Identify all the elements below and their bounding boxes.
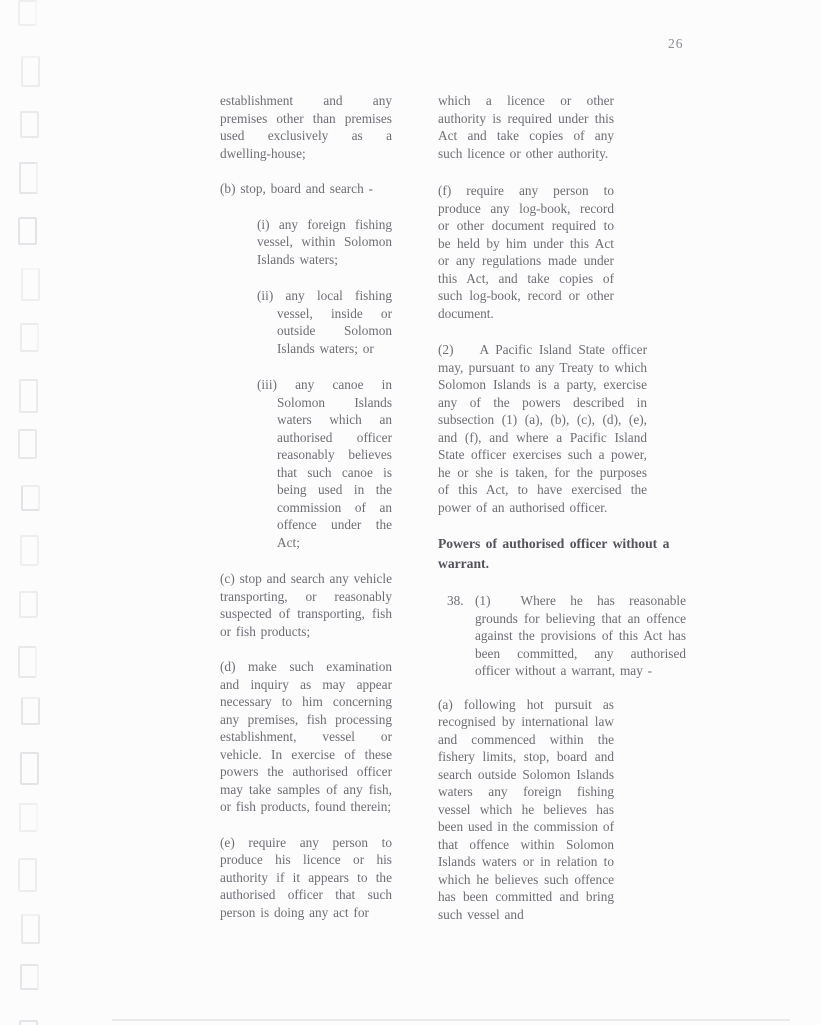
binding-hole-icon bbox=[19, 803, 38, 832]
section-38-number: 38. bbox=[447, 593, 464, 608]
left-text-column bbox=[220, 92, 392, 939]
paragraph-d: (d) make such examination and inquiry as may appear necessary to him concerning any premises, fish processing establishment, vessel or vehicle. In exercise of these powers the authorised officer may take samples of any fish, or fish products, found therein; bbox=[220, 659, 392, 814]
binding-hole-icon bbox=[18, 429, 37, 459]
subitem-iii: (iii) any canoe in Solomon Islands waters which an authorised officer reasonably believes that such canoe is being used in the commission of an offence under the Act; bbox=[257, 377, 392, 550]
binding-hole-icon bbox=[19, 591, 38, 618]
subitem-ii: (ii) any local fishing vessel, inside or outside Solomon Islands waters; or bbox=[257, 288, 392, 356]
binding-hole-icon bbox=[19, 379, 38, 413]
bottom-scan-rule bbox=[112, 1019, 790, 1021]
page-number: 26 bbox=[668, 36, 684, 51]
paragraph-a: (a) following hot pursuit as recognised by international law and commenced within the fishery limits, stop, board and search outside Solomon Islands waters any foreign fishing vessel which he believes has been used in the commission of that offence within Solomon Islands waters or in relation to which he believes such offence has been committed and bring such vessel and bbox=[438, 696, 614, 922]
binding-hole-icon bbox=[18, 0, 37, 26]
binding-hole-icon bbox=[20, 752, 39, 785]
binding-hole-strip bbox=[0, 0, 60, 1025]
paragraph-subsection-2 bbox=[438, 341, 647, 516]
paragraph-f: (f) require any person to produce any log-book, record or other document required to be held by him under this Act or any regulations made under this Act, and take copies of such log-book, record or other document. bbox=[438, 183, 614, 321]
right-text-column bbox=[438, 92, 686, 941]
binding-hole-icon bbox=[21, 56, 40, 87]
subsection-1-label: (1) bbox=[475, 593, 491, 608]
section-heading: Powers of authorised officer without a warrant. bbox=[438, 536, 670, 571]
binding-hole-icon bbox=[19, 162, 38, 194]
binding-hole-icon bbox=[21, 485, 40, 511]
section-38-body bbox=[475, 592, 686, 680]
subitem-list bbox=[257, 216, 392, 552]
binding-hole-icon bbox=[18, 217, 37, 245]
binding-hole-icon bbox=[18, 858, 37, 892]
binding-hole-icon bbox=[20, 323, 39, 352]
paragraph-continuation-right: which a licence or other authority is required under this Act and take copies of any such licence or other authority. bbox=[438, 93, 614, 161]
subsection-2-body: A Pacific Island State officer may, pursuant to any Treaty to which Solomon Islands is a party, exercise any of the powers described in subsection (1) (a), (b), (c), (d), (e), and (f), and where a Pacific Island State officer exercises such a power, he or she is taken, for the purposes of this Act, to have exercised the power of an authorised officer. bbox=[438, 342, 647, 515]
binding-hole-icon bbox=[21, 268, 40, 301]
binding-hole-icon bbox=[20, 964, 39, 990]
binding-hole-icon bbox=[19, 1020, 38, 1025]
section-38-paragraph bbox=[447, 592, 686, 680]
binding-hole-icon bbox=[20, 111, 39, 138]
binding-hole-icon bbox=[20, 535, 39, 566]
binding-hole-icon bbox=[18, 646, 37, 678]
subsection-2-label: (2) bbox=[438, 342, 454, 357]
paragraph-b: (b) stop, board and search - bbox=[220, 181, 373, 196]
subitem-i: (i) any foreign fishing vessel, within Solomon Islands waters; bbox=[257, 216, 392, 267]
paragraph-e: (e) require any person to produce his licence or his authority if it appears to the authorised officer that such person is doing any act for bbox=[220, 834, 392, 920]
subsection-1-text: Where he has reasonable grounds for believing that an offence against the provisions of this Act has been committed, any authorised officer without a warrant, may - bbox=[475, 593, 686, 678]
paragraph-continuation-intro: establishment and any premises other than premises used exclusively as a dwelling-house; bbox=[220, 93, 392, 161]
binding-hole-icon bbox=[21, 914, 40, 944]
binding-hole-icon bbox=[21, 697, 40, 725]
paragraph-c: (c) stop and search any vehicle transporting, or reasonably suspected of transporting, fish or fish products; bbox=[220, 571, 392, 639]
